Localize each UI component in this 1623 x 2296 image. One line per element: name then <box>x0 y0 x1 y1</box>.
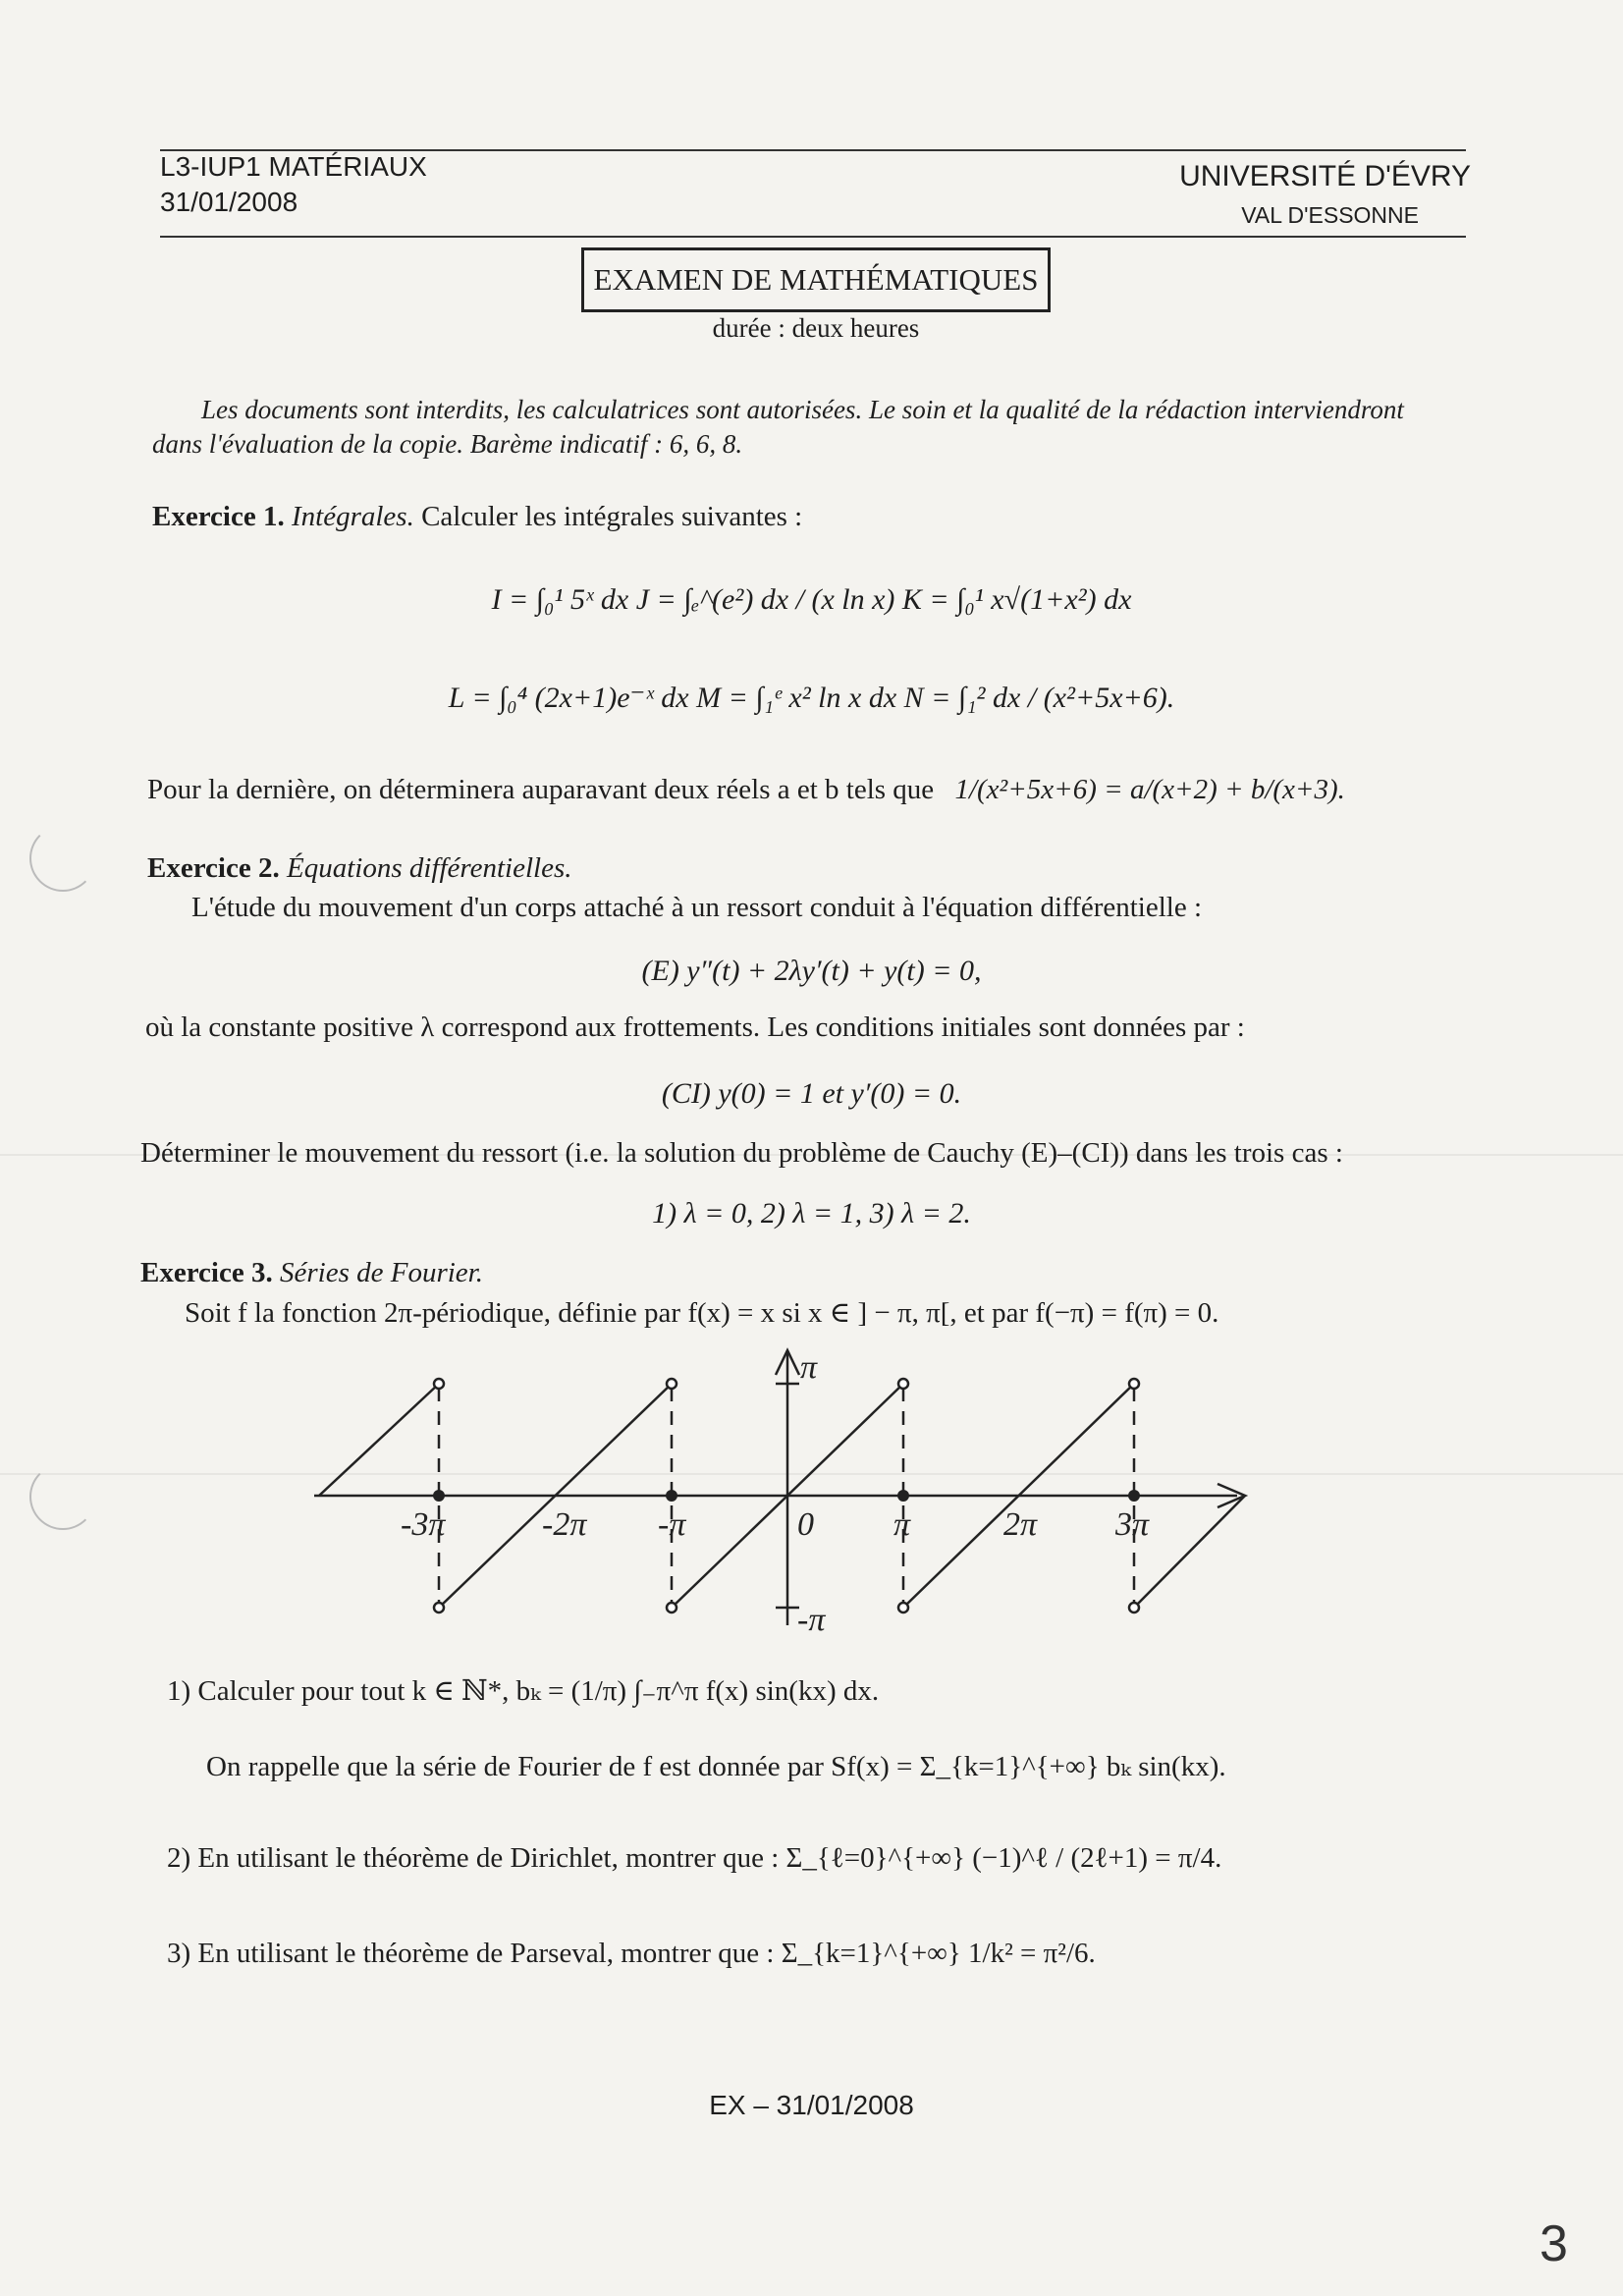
exercise-1-note <box>147 771 1345 808</box>
differential-equation: (E) y″(t) + 2λy′(t) + y(t) = 0, <box>641 955 982 987</box>
filled-point <box>1128 1490 1140 1502</box>
instructions-line-1: Les documents sont interdits, les calculatrices sont autorisées. Le soin et la qualité de la rédaction interviendront <box>201 395 1404 424</box>
y-label-bottom: -π <box>797 1602 826 1635</box>
integrals-row-1: I = ∫₀¹ 5ˣ dx J = ∫ₑ^(e²) dx / (x ln x) K = ∫₀¹ x√(1+x²) dx <box>491 583 1132 616</box>
punch-hole <box>29 825 96 892</box>
exercise-3-statement: Soit f la fonction 2π-périodique, définie par f(x) = x si x ∈ ] − π, π[, et par f(−π) = f(π) = 0. <box>185 1297 1219 1329</box>
filled-point <box>897 1490 909 1502</box>
sawtooth-segment <box>1134 1496 1245 1608</box>
sawtooth-graph <box>295 1331 1276 1635</box>
exercise-2-heading <box>147 849 571 887</box>
header-bottom-rule <box>160 236 1466 238</box>
open-endpoint <box>898 1379 908 1389</box>
x-label: -2π <box>542 1506 587 1543</box>
integrals-row-2: L = ∫₀⁴ (2x+1)e⁻ˣ dx M = ∫₁ᵉ x² ln x dx N = ∫₁² dx / (x²+5x+6). <box>448 682 1175 714</box>
exercise-1-topic: Intégrales. <box>291 501 414 532</box>
course-label: L3-IUP1 MATÉRIAUX <box>160 151 427 182</box>
x-label: -3π <box>401 1506 446 1543</box>
open-endpoint <box>434 1379 444 1389</box>
filled-point <box>433 1490 445 1502</box>
exercise-2-line-3: Déterminer le mouvement du ressort (i.e. la solution du problème de Cauchy (E)–(CI)) dans les trois cas : <box>140 1137 1343 1169</box>
exercise-2-label: Exercice 2. <box>147 852 280 884</box>
open-endpoint <box>667 1379 676 1389</box>
open-endpoint <box>898 1603 908 1613</box>
instructions-line-2: dans l'évaluation de la copie. Barème indicatif : 6, 6, 8. <box>152 429 743 459</box>
exercise-3-topic: Séries de Fourier. <box>279 1257 483 1288</box>
university-name: UNIVERSITÉ D'ÉVRY <box>1179 160 1471 192</box>
footer-code: EX – 31/01/2008 <box>709 2090 914 2120</box>
exercise-3-heading <box>140 1254 483 1291</box>
open-endpoint <box>667 1603 676 1613</box>
initial-conditions: (CI) y(0) = 1 et y′(0) = 0. <box>661 1077 962 1110</box>
open-endpoint <box>1129 1603 1139 1613</box>
open-endpoint <box>434 1603 444 1613</box>
question-3: 3) En utilisant le théorème de Parseval, montrer que : Σ_{k=1}^{+∞} 1/k² = π²/6. <box>167 1938 1096 1969</box>
exam-duration: durée : deux heures <box>712 313 920 343</box>
punch-hole <box>29 1463 96 1530</box>
page-mark: 3 <box>1540 2215 1568 2272</box>
exercise-2-statement: L'étude du mouvement d'un corps attaché à un ressort conduit à l'équation différentielle : <box>191 892 1203 923</box>
exercise-1-label: Exercice 1. <box>152 501 285 532</box>
exercise-1-statement: Calculer les intégrales suivantes : <box>421 501 803 532</box>
exercise-2-line-2: où la constante positive λ correspond aux frottements. Les conditions initiales sont données par : <box>145 1011 1245 1043</box>
sawtooth-segment <box>319 1384 439 1496</box>
x-label: 0 <box>797 1506 814 1543</box>
question-2: 2) En utilisant le théorème de Dirichlet, montrer que : Σ_{ℓ=0}^{+∞} (−1)^ℓ / (2ℓ+1) = π/4. <box>167 1842 1222 1874</box>
university-subunit: VAL D'ESSONNE <box>1241 202 1419 228</box>
x-label: 3π <box>1115 1506 1150 1543</box>
partial-fraction-formula: 1/(x²+5x+6) = a/(x+2) + b/(x+3). <box>954 774 1345 805</box>
filled-point <box>666 1490 677 1502</box>
exercise-2-topic: Équations différentielles. <box>286 852 572 884</box>
exercise-1-note-text: Pour la dernière, on déterminera auparavant deux réels a et b tels que <box>147 774 935 805</box>
exercise-3-label: Exercice 3. <box>140 1257 273 1288</box>
exercise-1-heading <box>152 498 802 535</box>
y-label-top: π <box>800 1349 818 1386</box>
question-1-note: On rappelle que la série de Fourier de f est donnée par Sf(x) = Σ_{k=1}^{+∞} bₖ sin(kx). <box>206 1751 1226 1782</box>
x-label: π <box>893 1506 911 1543</box>
exam-title: EXAMEN DE MATHÉMATIQUES <box>581 247 1051 312</box>
x-label: 2π <box>1003 1506 1038 1543</box>
exam-date: 31/01/2008 <box>160 187 298 217</box>
lambda-cases: 1) λ = 0, 2) λ = 1, 3) λ = 2. <box>652 1197 971 1230</box>
question-1: 1) Calculer pour tout k ∈ ℕ*, bₖ = (1/π) ∫₋π^π f(x) sin(kx) dx. <box>167 1675 880 1707</box>
x-label: -π <box>658 1506 686 1543</box>
open-endpoint <box>1129 1379 1139 1389</box>
